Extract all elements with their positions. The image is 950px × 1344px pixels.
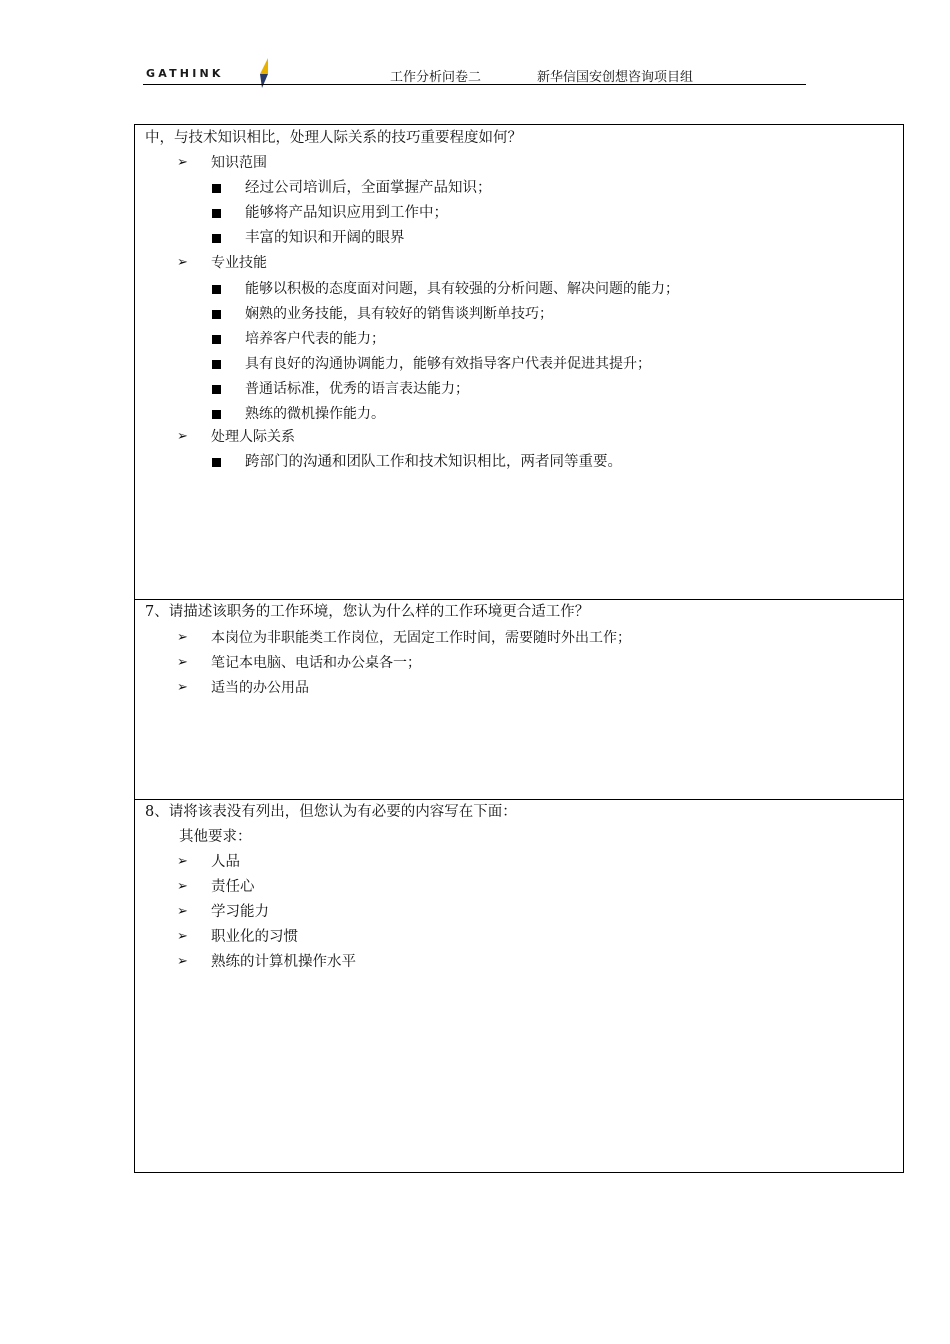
list-item: 丰富的知识和开阔的眼界	[245, 230, 405, 246]
list-item: 具有良好的沟通协调能力，能够有效指导客户代表并促进其提升；	[245, 356, 651, 372]
section-6-cell	[135, 125, 903, 600]
list-item: 培养客户代表的能力；	[245, 331, 385, 347]
section-8-cell	[135, 800, 903, 1172]
section-8-intro: 其他要求：	[179, 829, 252, 845]
arrow-bullet-icon: ➢	[177, 854, 188, 869]
arrow-bullet-icon: ➢	[177, 680, 188, 695]
square-bullet-icon	[212, 184, 221, 193]
square-bullet-icon	[212, 285, 221, 294]
square-bullet-icon	[212, 410, 221, 419]
group-label: 处理人际关系	[211, 429, 295, 445]
arrow-bullet-icon: ➢	[177, 655, 188, 670]
arrow-bullet-icon: ➢	[177, 429, 188, 444]
list-item: 经过公司培训后，全面掌握产品知识；	[245, 180, 492, 196]
arrow-bullet-icon: ➢	[177, 954, 188, 969]
square-bullet-icon	[212, 458, 221, 467]
list-item: 普通话标准，优秀的语言表达能力；	[245, 381, 469, 397]
logo-mark-icon	[256, 58, 272, 90]
list-item: 责任心	[211, 879, 255, 895]
list-item: 跨部门的沟通和团队工作和技术知识相比，两者同等重要。	[245, 454, 622, 470]
arrow-bullet-icon: ➢	[177, 255, 188, 270]
header-rule	[143, 84, 806, 85]
arrow-bullet-icon: ➢	[177, 879, 188, 894]
section-7-cell	[135, 600, 903, 800]
square-bullet-icon	[212, 310, 221, 319]
square-bullet-icon	[212, 335, 221, 344]
list-item: 适当的办公用品	[211, 680, 309, 696]
arrow-bullet-icon: ➢	[177, 904, 188, 919]
square-bullet-icon	[212, 385, 221, 394]
list-item: 人品	[211, 854, 240, 870]
group-label: 知识范围	[211, 155, 267, 171]
doc-title: 工作分析问卷二	[390, 70, 482, 85]
square-bullet-icon	[212, 209, 221, 218]
list-item: 职业化的习惯	[211, 929, 298, 945]
list-item: 娴熟的业务技能，具有较好的销售谈判断单技巧；	[245, 306, 553, 322]
square-bullet-icon	[212, 234, 221, 243]
section-8-question: 8、请将该表没有列出，但您认为有必要的内容写在下面：	[145, 804, 517, 820]
section-7-question: 7、请描述该职务的工作环境，您认为什么样的工作环境更合适工作？	[145, 604, 590, 620]
arrow-bullet-icon: ➢	[177, 929, 188, 944]
list-item: 学习能力	[211, 904, 269, 920]
list-item: 笔记本电脑、电话和办公桌各一；	[211, 655, 421, 671]
org-name: 新华信国安创想咨询项目组	[537, 70, 694, 85]
arrow-bullet-icon: ➢	[177, 630, 188, 645]
list-item: 能够将产品知识应用到工作中；	[245, 205, 448, 221]
list-item: 能够以积极的态度面对问题，具有较强的分析问题、解决问题的能力；	[245, 281, 679, 297]
page-header	[0, 0, 950, 100]
arrow-bullet-icon: ➢	[177, 155, 188, 170]
questionnaire-table	[134, 124, 904, 1173]
section-6-question: 中，与技术知识相比，处理人际关系的技巧重要程度如何？	[145, 130, 522, 146]
logo-text: GATHINK	[146, 67, 224, 80]
group-label: 专业技能	[211, 255, 267, 271]
list-item: 熟练的微机操作能力。	[245, 406, 385, 422]
list-item: 熟练的计算机操作水平	[211, 954, 356, 970]
list-item: 本岗位为非职能类工作岗位，无固定工作时间，需要随时外出工作；	[211, 630, 631, 646]
square-bullet-icon	[212, 360, 221, 369]
